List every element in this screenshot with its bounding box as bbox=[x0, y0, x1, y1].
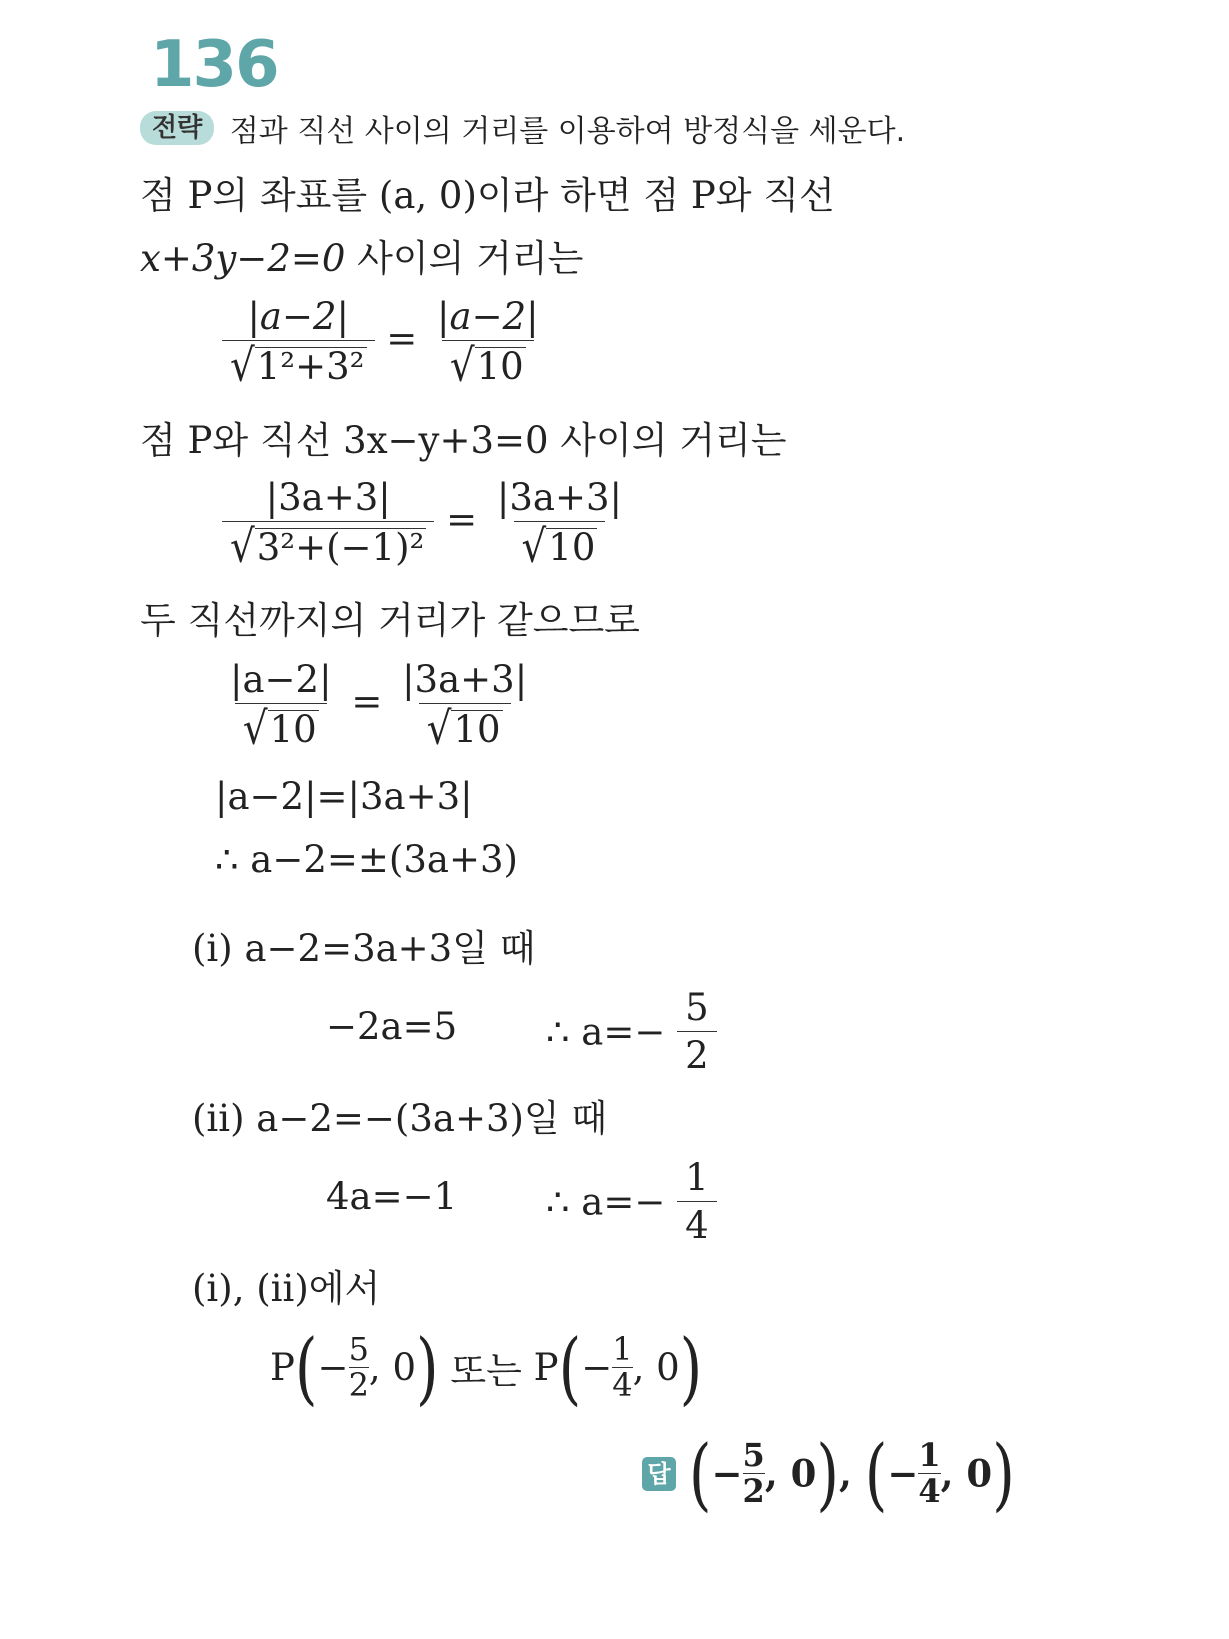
fraction-denominator: 2 bbox=[348, 1366, 369, 1405]
equals-sign: = bbox=[386, 317, 418, 360]
equals-sign: = bbox=[446, 498, 478, 541]
fraction-numerator: 1 bbox=[612, 1330, 633, 1368]
fraction-numerator: |a−2| bbox=[437, 295, 539, 338]
fraction-denominator: 2 bbox=[677, 1031, 717, 1077]
equals-sign: = bbox=[351, 680, 383, 723]
line2-equation: x+3y−2=0 bbox=[140, 237, 346, 280]
fraction-numerator: |a−2| bbox=[247, 295, 350, 338]
fraction-numerator: 5 bbox=[348, 1330, 369, 1368]
fraction-denominator: 4 bbox=[677, 1201, 717, 1247]
line-2 bbox=[140, 228, 583, 282]
fraction-row-3 bbox=[222, 658, 535, 756]
case-2-result bbox=[546, 1158, 717, 1246]
line-4: 두 직선까지의 거리가 같으므로 bbox=[140, 599, 640, 642]
answer-icon: 답 bbox=[642, 1457, 676, 1491]
fraction-denominator: 3²+(−1)² bbox=[256, 526, 425, 569]
fraction-denominator: 10 bbox=[548, 526, 596, 569]
answer-denominator: 4 bbox=[918, 1472, 941, 1511]
fraction-3a: |a−2| √ 10 bbox=[222, 658, 340, 751]
fraction-row-1 bbox=[222, 295, 547, 393]
answer-numerator: 1 bbox=[918, 1436, 941, 1474]
fraction-denominator: 1²+3² bbox=[256, 345, 365, 388]
fraction-numerator: 1 bbox=[685, 1156, 709, 1199]
problem-number: 136 bbox=[150, 28, 278, 102]
fraction-denominator: 10 bbox=[269, 708, 317, 751]
fraction-1a: |a−2| √ 1²+3² bbox=[222, 295, 375, 388]
fraction-1b: |a−2| √ 10 bbox=[429, 295, 547, 388]
strategy-row bbox=[140, 106, 905, 150]
line-6: ∴ a−2=±(3a+3) bbox=[215, 838, 518, 881]
fraction-denominator: 10 bbox=[476, 345, 524, 388]
points-row: P(− $\frac{5}{2}$ , 0) 또는 P(− $\frac{1}{4}$ , 0) bbox=[270, 1321, 703, 1414]
case-2-heading: (ⅱ) a−2=−(3a+3)일 때 bbox=[192, 1097, 608, 1140]
fraction-numerator: |3a+3| bbox=[496, 476, 622, 519]
fraction-numerator: |3a+3| bbox=[402, 658, 528, 701]
line-7: (ⅰ), (ⅱ)에서 bbox=[192, 1267, 381, 1310]
answer-row: 답 (− $\frac{5}{2}$ , 0), (− $\frac{1}{4}$ , 0) bbox=[642, 1438, 1015, 1509]
line-5: |a−2|=|3a+3| bbox=[215, 775, 473, 818]
or-text: 또는 bbox=[450, 1349, 522, 1393]
answer-denominator: 2 bbox=[742, 1472, 765, 1511]
fraction-numerator: |3a+3| bbox=[265, 476, 391, 519]
strategy-badge: 전략 bbox=[140, 111, 214, 145]
case-1-heading: (ⅰ) a−2=3a+3일 때 bbox=[192, 927, 536, 970]
fraction-row-2 bbox=[222, 476, 630, 574]
fraction-2b: |3a+3| √ 10 bbox=[489, 476, 630, 569]
answer-numerator: 5 bbox=[742, 1436, 765, 1474]
case-1-equation: −2a=5 bbox=[326, 1005, 458, 1048]
line2-text: 사이의 거리는 bbox=[357, 237, 584, 280]
fraction-numerator: 5 bbox=[685, 986, 709, 1029]
case-2-equation: 4a=−1 bbox=[326, 1175, 458, 1218]
fraction-denominator: 10 bbox=[453, 708, 501, 751]
line-3: 점 P와 직선 3x−y+3=0 사이의 거리는 bbox=[140, 419, 787, 462]
strategy-text: 점과 직선 사이의 거리를 이용하여 방정식을 세운다. bbox=[229, 114, 906, 149]
fraction-denominator: 4 bbox=[612, 1366, 633, 1405]
result-prefix: ∴ a=− bbox=[546, 1010, 666, 1054]
case-1-result bbox=[546, 988, 717, 1076]
fraction-3b: |3a+3| √ 10 bbox=[394, 658, 535, 751]
fraction-2a: |3a+3| √ 3²+(−1)² bbox=[222, 476, 434, 569]
result-prefix: ∴ a=− bbox=[546, 1180, 666, 1224]
line-1: 점 P의 좌표를 (a, 0)이라 하면 점 P와 직선 bbox=[140, 174, 835, 217]
fraction-numerator: |a−2| bbox=[230, 658, 332, 701]
